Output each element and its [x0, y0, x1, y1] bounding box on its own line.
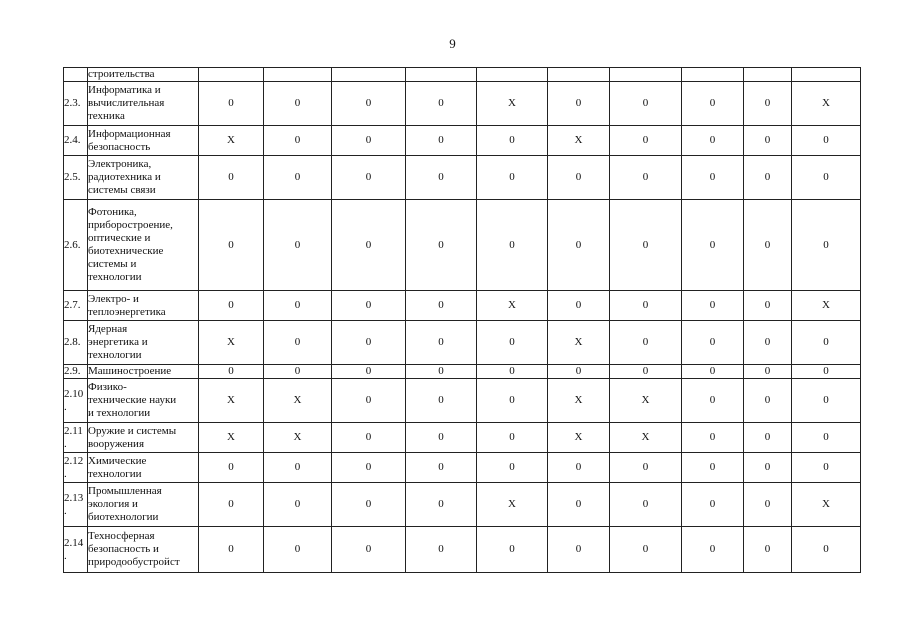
value-cell: 0	[744, 156, 792, 200]
value-cell: 0	[744, 483, 792, 527]
row-name: Машиностроение	[88, 365, 199, 379]
value-cell	[332, 68, 406, 82]
value-cell: 0	[264, 82, 332, 126]
value-cell	[264, 68, 332, 82]
value-cell: 0	[264, 200, 332, 291]
value-cell: X	[548, 126, 610, 156]
value-cell: 0	[406, 483, 477, 527]
value-cell: 0	[332, 200, 406, 291]
value-cell: 0	[548, 453, 610, 483]
value-cell: X	[199, 379, 264, 423]
value-cell: 0	[682, 365, 744, 379]
value-cell	[682, 68, 744, 82]
row-number: 2.9.	[64, 365, 88, 379]
value-cell: 0	[406, 365, 477, 379]
value-cell: 0	[744, 126, 792, 156]
value-cell: 0	[744, 291, 792, 321]
value-cell: 0	[744, 527, 792, 573]
value-cell: 0	[610, 291, 682, 321]
table-row	[64, 68, 861, 82]
value-cell: 0	[792, 321, 861, 365]
value-cell: 0	[610, 453, 682, 483]
table-row	[64, 365, 861, 379]
value-cell: 0	[406, 321, 477, 365]
value-cell: X	[477, 82, 548, 126]
value-cell: 0	[744, 365, 792, 379]
value-cell: 0	[332, 291, 406, 321]
value-cell: 0	[477, 379, 548, 423]
value-cell: 0	[548, 483, 610, 527]
value-cell: 0	[682, 156, 744, 200]
table-row	[64, 527, 861, 573]
value-cell: 0	[406, 156, 477, 200]
value-cell: 0	[406, 453, 477, 483]
value-cell: 0	[610, 126, 682, 156]
value-cell: 0	[682, 82, 744, 126]
value-cell: 0	[199, 82, 264, 126]
table-row	[64, 379, 861, 423]
table-row	[64, 453, 861, 483]
value-cell: 0	[682, 321, 744, 365]
row-number: 2.7.	[64, 291, 88, 321]
value-cell: 0	[477, 126, 548, 156]
value-cell	[610, 68, 682, 82]
row-name: Техносферная безопасность и природообустройст	[88, 527, 199, 573]
value-cell	[744, 68, 792, 82]
table-row	[64, 156, 861, 200]
value-cell: 0	[744, 423, 792, 453]
value-cell: 0	[682, 453, 744, 483]
value-cell: 0	[548, 365, 610, 379]
value-cell: X	[199, 126, 264, 156]
value-cell: 0	[548, 527, 610, 573]
value-cell: X	[610, 423, 682, 453]
value-cell: 0	[610, 365, 682, 379]
value-cell: X	[264, 423, 332, 453]
value-cell: 0	[199, 291, 264, 321]
row-number: 2.5.	[64, 156, 88, 200]
value-cell: 0	[744, 379, 792, 423]
value-cell	[792, 68, 861, 82]
row-name: Электро- и теплоэнергетика	[88, 291, 199, 321]
table-row	[64, 82, 861, 126]
value-cell: 0	[264, 156, 332, 200]
value-cell: 0	[548, 200, 610, 291]
value-cell: 0	[792, 200, 861, 291]
value-cell	[406, 68, 477, 82]
value-cell: 0	[682, 291, 744, 321]
value-cell: 0	[682, 126, 744, 156]
row-name: Ядерная энергетика и технологии	[88, 321, 199, 365]
row-number: 2.3.	[64, 82, 88, 126]
row-name: Электроника, радиотехника и системы связи	[88, 156, 199, 200]
value-cell: 0	[199, 453, 264, 483]
value-cell: 0	[682, 527, 744, 573]
value-cell: 0	[199, 156, 264, 200]
value-cell: 0	[792, 365, 861, 379]
row-number: 2.11 .	[64, 423, 88, 453]
value-cell: 0	[682, 200, 744, 291]
value-cell: 0	[682, 379, 744, 423]
table-row	[64, 291, 861, 321]
value-cell: 0	[199, 365, 264, 379]
row-number: 2.4.	[64, 126, 88, 156]
value-cell: 0	[406, 200, 477, 291]
value-cell: X	[199, 321, 264, 365]
value-cell: 0	[610, 527, 682, 573]
value-cell: X	[548, 321, 610, 365]
table-row	[64, 483, 861, 527]
value-cell: X	[548, 423, 610, 453]
value-cell: 0	[477, 200, 548, 291]
value-cell: 0	[264, 126, 332, 156]
competency-table	[63, 67, 861, 573]
value-cell: X	[548, 379, 610, 423]
table-row	[64, 200, 861, 291]
value-cell: 0	[610, 321, 682, 365]
row-number: 2.10 .	[64, 379, 88, 423]
value-cell: 0	[610, 82, 682, 126]
value-cell: 0	[264, 291, 332, 321]
row-name: Промышленная экология и биотехнологии	[88, 483, 199, 527]
row-name: Химические технологии	[88, 453, 199, 483]
value-cell: 0	[548, 82, 610, 126]
row-number: 2.6.	[64, 200, 88, 291]
value-cell: 0	[199, 483, 264, 527]
value-cell: 0	[548, 291, 610, 321]
value-cell: 0	[332, 527, 406, 573]
value-cell: 0	[264, 453, 332, 483]
value-cell: 0	[548, 156, 610, 200]
row-number: 2.14 .	[64, 527, 88, 573]
value-cell: 0	[332, 379, 406, 423]
value-cell: 0	[406, 379, 477, 423]
value-cell: 0	[792, 156, 861, 200]
value-cell: X	[792, 483, 861, 527]
row-number: 2.13 .	[64, 483, 88, 527]
value-cell: 0	[792, 379, 861, 423]
value-cell: 0	[264, 483, 332, 527]
table-row	[64, 423, 861, 453]
row-number: 2.12 .	[64, 453, 88, 483]
value-cell: 0	[332, 82, 406, 126]
value-cell: 0	[264, 365, 332, 379]
row-name: Информатика и вычислительная техника	[88, 82, 199, 126]
value-cell: 0	[792, 423, 861, 453]
value-cell: X	[264, 379, 332, 423]
value-cell: 0	[332, 156, 406, 200]
value-cell: 0	[477, 156, 548, 200]
value-cell: 0	[406, 126, 477, 156]
value-cell: 0	[744, 82, 792, 126]
value-cell: 0	[264, 321, 332, 365]
row-name: Фотоника, приборостроение, оптические и биотехнические системы и технологии	[88, 200, 199, 291]
value-cell: 0	[332, 365, 406, 379]
value-cell: 0	[406, 527, 477, 573]
value-cell: X	[792, 82, 861, 126]
value-cell: X	[792, 291, 861, 321]
value-cell: 0	[199, 200, 264, 291]
value-cell	[548, 68, 610, 82]
value-cell: 0	[792, 527, 861, 573]
value-cell: 0	[477, 453, 548, 483]
value-cell: 0	[682, 483, 744, 527]
row-name: Физико- технические науки и технологии	[88, 379, 199, 423]
value-cell: 0	[792, 126, 861, 156]
value-cell: 0	[477, 423, 548, 453]
value-cell: 0	[610, 200, 682, 291]
table-body	[64, 68, 861, 573]
value-cell: 0	[332, 483, 406, 527]
value-cell: X	[477, 483, 548, 527]
value-cell: 0	[332, 321, 406, 365]
row-name: Информационная безопасность	[88, 126, 199, 156]
value-cell: 0	[792, 453, 861, 483]
table-row	[64, 321, 861, 365]
value-cell: 0	[477, 527, 548, 573]
value-cell: 0	[744, 200, 792, 291]
value-cell: 0	[406, 291, 477, 321]
table-row	[64, 126, 861, 156]
value-cell: 0	[477, 365, 548, 379]
value-cell: 0	[744, 321, 792, 365]
row-number	[64, 68, 88, 82]
value-cell	[477, 68, 548, 82]
value-cell: X	[477, 291, 548, 321]
value-cell: 0	[332, 423, 406, 453]
value-cell: 0	[744, 453, 792, 483]
value-cell: 0	[610, 156, 682, 200]
value-cell: 0	[332, 126, 406, 156]
value-cell: X	[199, 423, 264, 453]
value-cell	[199, 68, 264, 82]
value-cell: 0	[406, 82, 477, 126]
page-number: 9	[449, 36, 456, 51]
value-cell: X	[610, 379, 682, 423]
value-cell: 0	[682, 423, 744, 453]
value-cell: 0	[264, 527, 332, 573]
row-number: 2.8.	[64, 321, 88, 365]
value-cell: 0	[406, 423, 477, 453]
row-name: строительства	[88, 68, 199, 82]
value-cell: 0	[610, 483, 682, 527]
row-name: Оружие и системы вооружения	[88, 423, 199, 453]
value-cell: 0	[477, 321, 548, 365]
value-cell: 0	[199, 527, 264, 573]
value-cell: 0	[332, 453, 406, 483]
